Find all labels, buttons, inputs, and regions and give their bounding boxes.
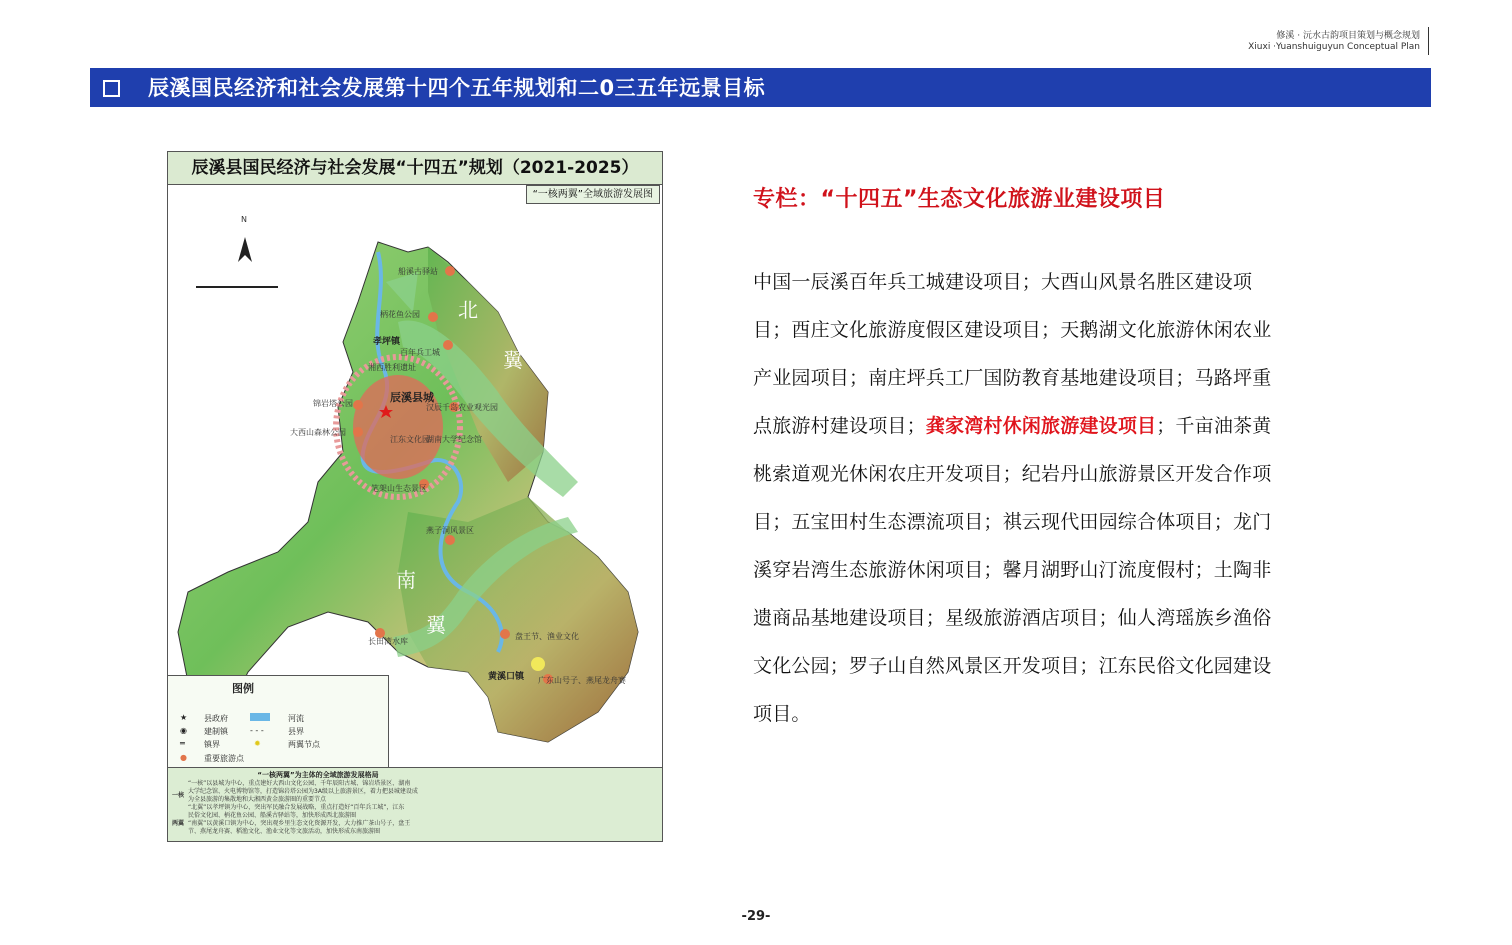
place-label: 广东山号子、燕尾龙舟赛	[538, 676, 626, 685]
description-line: “南翼”以黄溪口镇为中心，突出观乡里生态文化资源开发，大力推广茶山号子，盘王	[188, 820, 411, 827]
column-text-after: ；千亩油茶黄桃索道观光休闲农庄开发项目；纪岩丹山旅游景区开发合作项目；五宝田村生态漂流项目；祺云现代田园综合体项目；龙门溪穿岩湾生态旅游休闲项目；馨月湖野山汀流度假村；土陶非遗商品基地建设项目；星级旅游酒店项目；仙人湾瑶族乡渔俗文化公园；罗子山自然风景区开发项目；江东民俗文化园建设项目。	[753, 415, 1272, 725]
map-description	[168, 767, 662, 842]
tourism-map	[167, 151, 663, 842]
place-label: 长田湾水库	[368, 637, 408, 646]
map-legend	[168, 675, 389, 768]
town-label-xiaoping: 孝坪镇	[373, 337, 401, 347]
north-label: N	[241, 215, 247, 224]
place-label: 大西山森林公园	[290, 428, 346, 437]
legend-item: 河流	[288, 714, 304, 723]
header-divider	[1428, 27, 1429, 55]
wing-north-char-2: 翼	[503, 348, 523, 372]
column-text-before: 中国一辰溪百年兵工城建设项目；大酉山风景名胜区建设项目；酉庄文化旅游度假区建设项目；天鹅湖文化旅游休闲农业产业园项目；南庄坪兵工厂国防教育基地建设项目；马路坪重点旅游村建设项目；	[753, 271, 1272, 437]
header-project-cn: 修溪 · 沅水古韵项目策划与概念规划	[1276, 31, 1420, 41]
description-line: 为全县旅游的集散地和大湘西黄金旅游圈的重要节点	[188, 796, 327, 803]
wing-south-char-2: 翼	[426, 613, 446, 637]
page-number: -29-	[741, 909, 771, 924]
wing-north-char-1: 北	[458, 298, 478, 322]
wing-south-char-1: 南	[396, 568, 416, 592]
legend-item: 两翼节点	[288, 740, 320, 749]
place-label: 湖南大学纪念馆	[426, 435, 482, 444]
legend-item: 镇界	[204, 740, 220, 749]
column-title: 专栏：“十四五”生态文化旅游业建设项目	[753, 187, 1166, 212]
section-title: 辰溪国民经济和社会发展第十四个五年规划和二0三五年远景目标	[148, 76, 766, 100]
town-label-huangxikou: 黄溪口镇	[488, 672, 525, 682]
place-label: 湘西胜利遗址	[368, 363, 416, 372]
description-label-wings: 两翼	[172, 820, 185, 827]
header-project-en: Xiuxi ·Yuanshuiguyun Conceptual Plan	[1248, 42, 1420, 52]
place-label: 百年兵工城	[400, 348, 440, 357]
place-label: 柄花鱼公园	[380, 310, 420, 319]
legend-title: 图例	[232, 682, 254, 695]
tourist-spot-dot	[445, 266, 455, 276]
legend-border-icon: - - -	[250, 726, 264, 735]
tourist-spot-dot	[353, 427, 363, 437]
legend-node-icon: ✹	[254, 739, 261, 748]
header-project	[1248, 31, 1420, 53]
tourist-spot-dot	[500, 629, 510, 639]
column-body	[753, 258, 1278, 738]
legend-town-icon: ◉	[180, 726, 187, 735]
place-label: 燕子洞风景区	[426, 526, 474, 535]
legend-dot-icon: ●	[180, 753, 187, 762]
description-line: 节、燕尾龙舟赛、稻渔文化、渔业文化等文旅活动，加快形成东南旅游圈	[188, 828, 381, 835]
description-title: “一核两翼”为主体的全域旅游发展格局	[257, 771, 379, 779]
description-line: 大学纪念馆、火电博物馆等，打造锦岩塔公园为3A级以上旅游景区，着力把县城建设成	[188, 788, 418, 795]
place-label: 笔架山生态景区	[371, 484, 427, 493]
description-line: “一核”以县城为中心，重点建好大西山文化公园、千年辰阳古城、锦岩塔景区、湖南	[188, 780, 411, 787]
legend-item: 县界	[288, 727, 304, 736]
tourist-spot-dot	[443, 340, 453, 350]
legend-item: 县政府	[204, 714, 228, 723]
north-arrow-icon	[238, 237, 252, 262]
description-line: “北翼”以孝坪镇为中心，突出军民融合发展战略，重点打造好“百年兵工城”，江东	[188, 804, 405, 811]
description-line: 民俗文化园、柄花鱼公园、船溪古驿站等，加快形成西北旅游圈	[188, 812, 357, 819]
description-label-core: 一核	[172, 792, 185, 799]
place-label: 盘王节、渔业文化	[515, 632, 579, 641]
place-label: 船溪古驿站	[398, 267, 438, 276]
column-text-highlight: 龚家湾村休闲旅游建设项目	[925, 415, 1157, 437]
place-label: 锦岩塔公园	[313, 399, 353, 408]
legend-river-swatch	[250, 713, 270, 721]
legend-line-icon: ═	[180, 739, 185, 748]
tourist-spot-dot	[445, 535, 455, 545]
tourist-spot-dot	[353, 400, 363, 410]
section-marker-icon	[103, 80, 120, 97]
place-label: 江东文化园	[390, 435, 430, 444]
tourist-spot-dot	[428, 312, 438, 322]
legend-item: 重要旅游点	[204, 754, 244, 763]
place-label: 汉辰千岛农业观光园	[426, 403, 498, 412]
county-town-label: 辰溪县城	[390, 391, 434, 404]
map-subtitle: “一核两翼”全域旅游发展图	[526, 185, 660, 204]
wing-node-icon	[531, 657, 545, 671]
map-title: 辰溪县国民经济与社会发展“十四五”规划（2021-2025）	[168, 152, 662, 185]
legend-item: 建制镇	[204, 727, 228, 736]
legend-star-icon: ★	[180, 713, 188, 722]
